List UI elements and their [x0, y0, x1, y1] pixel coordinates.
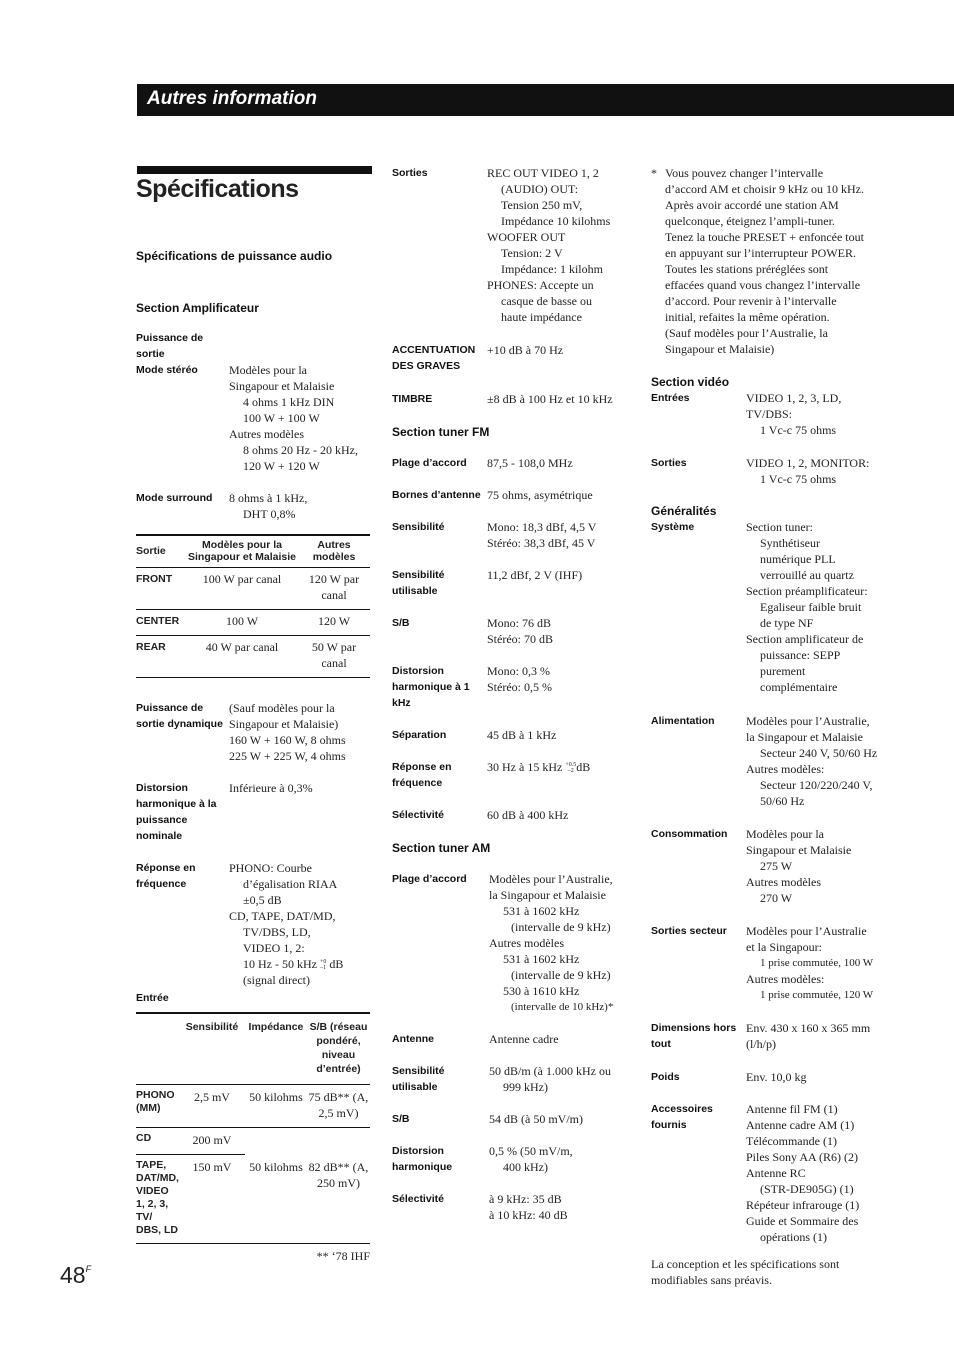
label-power-supply: Alimentation: [651, 715, 715, 727]
text-line: 8 ohms à 1 kHz,: [229, 491, 308, 505]
th-output: Sortie: [136, 535, 186, 568]
label-fm-range: Plage d’accord: [392, 457, 467, 469]
value-surround-mode: [229, 490, 370, 522]
tolerance: [565, 762, 576, 774]
heading-amplifier: Section Amplificateur: [136, 301, 259, 315]
value-weight: Env. 10,0 kg: [746, 1070, 807, 1084]
footnote-ihf: ** ‘78 IHF: [316, 1249, 370, 1263]
value-dimensions: [746, 1020, 891, 1052]
text-line: Egaliseur faible bruit: [760, 600, 862, 614]
text-line: casque de basse ou: [501, 294, 592, 308]
note-marker: *: [651, 166, 657, 180]
text-line: 50/60 Hz: [760, 794, 805, 808]
column-1: [136, 248, 370, 1264]
value-am-sn: 54 dB (à 50 mV/m): [489, 1112, 583, 1126]
table-cell: 40 W par canal: [186, 636, 298, 678]
table-cell: 120 W: [298, 610, 370, 636]
text-line: (Sauf modèles pour l’Australie, la: [665, 326, 828, 340]
text-line: PHONES: Accepte un: [487, 278, 594, 292]
text-line: (STR-DE905G) (1): [760, 1182, 854, 1196]
text-line: Vous pouvez changer l’intervalle: [665, 166, 824, 180]
text-line: à 10 kHz: 40 dB: [489, 1208, 568, 1222]
value-fm-separation: 45 dB à 1 kHz: [487, 728, 557, 742]
text-line: Tenez la touche PRESET + enfoncée tout: [665, 230, 864, 244]
th-sensitivity: Sensibilité: [179, 1013, 245, 1085]
range-text: 30 Hz à 15 kHz: [487, 760, 563, 774]
label-am-selectivity: Sélectivité: [392, 1193, 444, 1205]
label-power-consumption: Consommation: [651, 828, 728, 840]
text-line: 1 prise commutée, 100 W: [760, 957, 874, 969]
value-fm-antenna: 75 ohms, asymétrique: [487, 488, 593, 502]
text-line: Stéréo: 70 dB: [487, 632, 553, 646]
table-cell: 50 W par canal: [298, 636, 370, 678]
page-title: Spécifications: [136, 175, 299, 203]
text-line: Mono: 0,3 %: [487, 664, 550, 678]
value-power-supply: [746, 713, 891, 809]
text-line: DHT 0,8%: [243, 507, 296, 521]
label-stereo-mode: Mode stéréo: [136, 364, 198, 376]
value-power-consumption: [746, 826, 891, 906]
label-video-outputs: Sorties: [651, 457, 687, 469]
text-line: Télécommande (1): [746, 1134, 837, 1148]
text-line: 530 à 1610 kHz: [503, 984, 580, 998]
label-fm-sensitivity: Sensibilité: [392, 521, 445, 533]
text-line: effacées quand vous changez l’intervalle: [665, 278, 861, 292]
text-line: 160 W + 160 W, 8 ohms: [229, 733, 346, 747]
text-line: 999 kHz): [503, 1080, 548, 1094]
text-line: REC OUT VIDEO 1, 2: [487, 166, 599, 180]
label-fm-usable-sensitivity: Sensibilité utilisable: [392, 569, 445, 597]
text-line: PHONO: Courbe: [229, 861, 312, 875]
text-line: Secteur 240 V, 50/60 Hz: [760, 746, 878, 760]
section-heading: Autres information: [147, 88, 317, 109]
label-video-inputs: Entrées: [651, 392, 690, 404]
table-cell: PHONO (MM): [136, 1085, 179, 1128]
th-blank: [136, 1013, 179, 1085]
text-line: (intervalle de 9 kHz): [511, 920, 611, 934]
text-line: à 9 kHz: 35 dB: [489, 1192, 562, 1206]
text-line: 270 W: [760, 891, 793, 905]
table-cell: REAR: [136, 636, 186, 678]
closing-note: [651, 1256, 891, 1288]
text-line: Synthétiseur: [760, 536, 820, 550]
label-weight: Poids: [651, 1071, 680, 1083]
table-cell: [245, 1128, 307, 1155]
text-line: Modèles pour la: [746, 827, 824, 841]
text-line: Autres modèles: [229, 427, 304, 441]
heading-fm-tuner: Section tuner FM: [392, 425, 490, 439]
text-line: quelconque, éteignez l’ampli-tuner.: [665, 214, 835, 228]
value-ac-outlets: [746, 923, 891, 1003]
text-line: initial, refaites la même opération.: [665, 310, 830, 324]
page-number-value: 48: [60, 1262, 86, 1288]
unit: dB: [329, 957, 344, 971]
table-row: [136, 1128, 370, 1155]
page-number: [60, 1262, 91, 1289]
text-line: Tension 250 mV,: [501, 198, 583, 212]
text-line: (signal direct): [243, 973, 310, 987]
label-accessories: Accessoires fournis: [651, 1103, 713, 1131]
text-line: Singapour et Malaisie): [665, 342, 775, 356]
table-row: [136, 568, 370, 610]
label-fm-sn: S/B: [392, 617, 410, 629]
text-line: puissance: SEPP: [760, 648, 841, 662]
text-line: 50 dB/m (à 1.000 kHz ou: [489, 1064, 611, 1078]
table-cell: 2,5 mV: [179, 1085, 245, 1128]
text-line: 1 Vc-c 75 ohms: [760, 472, 837, 486]
text-line: Impédance: 1 kilohm: [501, 262, 603, 276]
text-line: Modèles pour l’Australie: [746, 924, 867, 938]
label-dynamic-power: Puissance de sortie dynamique: [136, 702, 223, 730]
text-line: 0,5 % (50 mV/m,: [489, 1144, 573, 1158]
table-cell: 100 W par canal: [186, 568, 298, 610]
unit: dB: [576, 760, 591, 774]
heading-am-tuner: Section tuner AM: [392, 841, 491, 855]
text-line: Singapour et Malaisie: [746, 843, 852, 857]
heading-audio-power: Spécifications de puissance audio: [136, 249, 333, 263]
text-line: Mono: 76 dB: [487, 616, 552, 630]
table-cell: 50 kilohms: [245, 1155, 307, 1244]
text-line: TV/DBS:: [746, 407, 793, 421]
text-line: 225 W + 225 W, 4 ohms: [229, 749, 346, 763]
label-fm-separation: Séparation: [392, 729, 447, 741]
th-sn: S/B (réseau pondéré, niveau d’entrée): [307, 1013, 370, 1085]
label-ac-outlets: Sorties secteur: [651, 925, 727, 937]
value-accessories: [746, 1101, 891, 1245]
text-line: la Singapour et Malaisie: [746, 730, 863, 744]
value-system: [746, 519, 891, 695]
text-line: Modèles pour l’Australie,: [746, 714, 870, 728]
table-cell: TAPE, DAT/MD, VIDEO 1, 2, 3, TV/ DBS, LD: [136, 1155, 179, 1244]
value-video-outputs: [746, 455, 891, 487]
text-line: (l/h/p): [746, 1037, 776, 1051]
table-cell: CENTER: [136, 610, 186, 636]
label-am-sn: S/B: [392, 1113, 410, 1125]
value-am-distortion: [489, 1143, 632, 1175]
label-harmonic-distortion: Distorsion harmonique à la puissance nominale: [136, 782, 217, 842]
text-line: Singapour et Malaisie: [229, 379, 335, 393]
table-cell: 120 W par canal: [298, 568, 370, 610]
text-line: d’accord. Pour revenir à l’intervalle: [665, 294, 837, 308]
label-bass-boost: ACCENTUATION DES GRAVES: [392, 344, 476, 372]
section-header-bar: [137, 84, 954, 116]
text-line: Section tuner:: [746, 520, 813, 534]
th-other: Autres modèles: [298, 535, 370, 568]
text-line: Autres modèles: [746, 875, 821, 889]
value-fm-selectivity: 60 dB à 400 kHz: [487, 808, 569, 822]
value-am-range: [489, 871, 632, 1015]
table-row: [136, 610, 370, 636]
text-line: VIDEO 1, 2:: [243, 941, 305, 955]
label-input: Entrée: [136, 992, 169, 1004]
value-fm-distortion: [487, 663, 632, 711]
text-line: VIDEO 1, 2, MONITOR:: [746, 456, 870, 470]
label-fm-distortion: Distorsion harmonique à 1 kHz: [392, 665, 470, 709]
text-line: Répéteur infrarouge (1): [746, 1198, 860, 1212]
text-line: 1 Vc-c 75 ohms: [760, 423, 837, 437]
value-am-selectivity: [489, 1191, 632, 1223]
text-line: 1 prise commutée, 120 W: [760, 989, 874, 1001]
text-line: Antenne RC: [746, 1166, 806, 1180]
text-line: (intervalle de 9 kHz): [511, 968, 611, 982]
text-line: Stéréo: 38,3 dBf, 45 V: [487, 536, 596, 550]
label-frequency-response: Réponse en fréquence: [136, 862, 196, 890]
text-line: (Sauf modèles pour la: [229, 701, 335, 715]
label-fm-selectivity: Sélectivité: [392, 809, 444, 821]
column-3: [651, 165, 891, 1288]
title-rule: [137, 166, 372, 174]
label-am-range: Plage d’accord: [392, 873, 467, 885]
text-line: de type NF: [760, 616, 814, 630]
table-row: [136, 1085, 370, 1128]
input-table: [136, 1012, 370, 1244]
tol-plus: +0.5: [565, 762, 577, 769]
text-line: 400 kHz): [503, 1160, 548, 1174]
table-cell: 82 dB** (A, 250 mV): [307, 1155, 370, 1244]
label-outputs: Sorties: [392, 167, 428, 179]
value-frequency-response: [229, 860, 370, 988]
label-am-distortion: Distorsion harmonique: [392, 1145, 453, 1173]
value-am-antenna: Antenne cadre: [489, 1032, 559, 1046]
table-cell: 150 mV: [179, 1155, 245, 1244]
table-cell: FRONT: [136, 568, 186, 610]
text-line: Toutes les stations préréglées sont: [665, 262, 829, 276]
text-line: Autres modèles: [489, 936, 564, 950]
text-line: Modèles pour la: [229, 363, 307, 377]
text-line: Antenne cadre AM (1): [746, 1118, 855, 1132]
text-line: 100 W + 100 W: [243, 411, 320, 425]
value-fm-sensitivity: [487, 519, 632, 551]
text-line: opérations (1): [760, 1230, 827, 1244]
heading-video: Section vidéo: [651, 375, 730, 389]
text-line: haute impédance: [501, 310, 582, 324]
text-line: Secteur 120/220/240 V,: [760, 778, 873, 792]
text-line: la Singapour et Malaisie: [489, 888, 606, 902]
tol-plus: +0: [319, 959, 327, 966]
text-line: La conception et les spécifications sont: [651, 1257, 840, 1271]
table-cell: [307, 1128, 370, 1155]
page-number-suffix: F: [85, 1264, 92, 1274]
text-line: Singapour et Malaisie): [229, 717, 339, 731]
text-line: 531 à 1602 kHz: [503, 904, 580, 918]
am-interval-note: [651, 165, 891, 357]
text-line: purement: [760, 664, 806, 678]
tolerance: [320, 959, 326, 971]
tol-minus: –2: [567, 768, 574, 775]
text-line: modifiables sans préavis.: [651, 1273, 772, 1287]
text-line: ±0,5 dB: [243, 893, 282, 907]
text-line: VIDEO 1, 2, 3, LD,: [746, 391, 842, 405]
label-tone: TIMBRE: [392, 393, 433, 405]
text-line: et la Singapour:: [746, 940, 822, 954]
value-outputs: [487, 165, 632, 325]
text-line: Antenne fil FM (1): [746, 1102, 838, 1116]
text-line: Section préamplificateur:: [746, 584, 868, 598]
value-tone: ±8 dB à 100 Hz et 10 kHz: [487, 392, 613, 406]
text-line: Autres modèles:: [746, 972, 825, 986]
value-fm-sn: [487, 615, 632, 647]
text-line: verrouillé au quartz: [760, 568, 854, 582]
text-line: Guide et Sommaire des: [746, 1214, 859, 1228]
th-impedance: Impédance: [245, 1013, 307, 1085]
label-dimensions: Dimensions hors tout: [651, 1022, 737, 1050]
value-harmonic-distortion: Inférieure à 0,3%: [229, 781, 313, 795]
value-dynamic-power: [229, 700, 370, 764]
text-line: (AUDIO) OUT:: [501, 182, 579, 196]
text-line: Section amplificateur de: [746, 632, 864, 646]
text-line: Autres modèles:: [746, 762, 825, 776]
text-line: Tension: 2 V: [501, 246, 563, 260]
text-line: Env. 430 x 160 x 365 mm: [746, 1021, 871, 1035]
text-line: Stéréo: 0,5 %: [487, 680, 552, 694]
text-line: numérique PLL: [760, 552, 836, 566]
table-cell: 50 kilohms: [245, 1085, 307, 1128]
value-bass-boost: +10 dB à 70 Hz: [487, 343, 564, 357]
text-line: Mono: 18,3 dBf, 4,5 V: [487, 520, 597, 534]
text-line: WOOFER OUT: [487, 230, 566, 244]
text-line: en appuyant sur l’interrupteur POWER.: [665, 246, 856, 260]
text-line: 120 W + 120 W: [243, 459, 320, 473]
value-fm-range: 87,5 - 108,0 MHz: [487, 456, 573, 470]
value-video-inputs: [746, 390, 891, 438]
power-output-table: [136, 534, 370, 678]
text-line: complémentaire: [760, 680, 838, 694]
text-line: Modèles pour l’Australie,: [489, 872, 613, 886]
label-fm-frequency-response: Réponse en fréquence: [392, 761, 452, 789]
text-line: d’égalisation RIAA: [243, 877, 338, 891]
value-stereo-mode: [229, 362, 370, 474]
label-am-antenna: Antenne: [392, 1033, 434, 1045]
label-surround-mode: Mode surround: [136, 492, 213, 504]
label-system: Système: [651, 521, 695, 533]
table-row: [136, 1155, 370, 1244]
text-line: Piles Sony AA (R6) (2): [746, 1150, 859, 1164]
note-text: [665, 165, 891, 357]
label-am-usable-sensitivity: Sensibilité utilisable: [392, 1065, 445, 1093]
text-line: 8 ohms 20 Hz - 20 kHz,: [243, 443, 358, 457]
tol-minus: –1: [320, 965, 327, 972]
text-line: CD, TAPE, DAT/MD,: [229, 909, 336, 923]
text-line: TV/DBS, LD,: [243, 925, 311, 939]
table-cell: 200 mV: [179, 1128, 245, 1155]
table-row: [136, 636, 370, 678]
value-fm-usable-sensitivity: 11,2 dBf, 2 V (IHF): [487, 568, 583, 582]
text-line: d’accord AM et choisir 9 kHz ou 10 kHz.: [665, 182, 864, 196]
text-line: (intervalle de 10 kHz)*: [511, 1001, 614, 1013]
table-cell: 100 W: [186, 610, 298, 636]
text-line: Impédance 10 kilohms: [501, 214, 611, 228]
th-singapore: Modèles pour la Singapour et Malaisie: [186, 535, 298, 568]
range-text: 10 Hz - 50 kHz: [243, 957, 317, 971]
heading-general: Généralités: [651, 504, 717, 518]
value-fm-frequency-response: [487, 759, 632, 791]
text-line: [229, 956, 370, 972]
label-fm-antenna: Bornes d’antenne: [392, 489, 481, 501]
text-line: 531 à 1602 kHz: [503, 952, 580, 966]
text-line: 275 W: [760, 859, 793, 873]
column-2: [392, 165, 632, 1223]
text-line: Après avoir accordé une station AM: [665, 198, 839, 212]
table-cell: CD: [136, 1128, 179, 1155]
text-line: 4 ohms 1 kHz DIN: [243, 395, 335, 409]
value-am-usable-sensitivity: [489, 1063, 632, 1095]
label-output-power: Puissance de sortie: [136, 332, 204, 360]
table-cell: 75 dB** (A, 2,5 mV): [307, 1085, 370, 1128]
